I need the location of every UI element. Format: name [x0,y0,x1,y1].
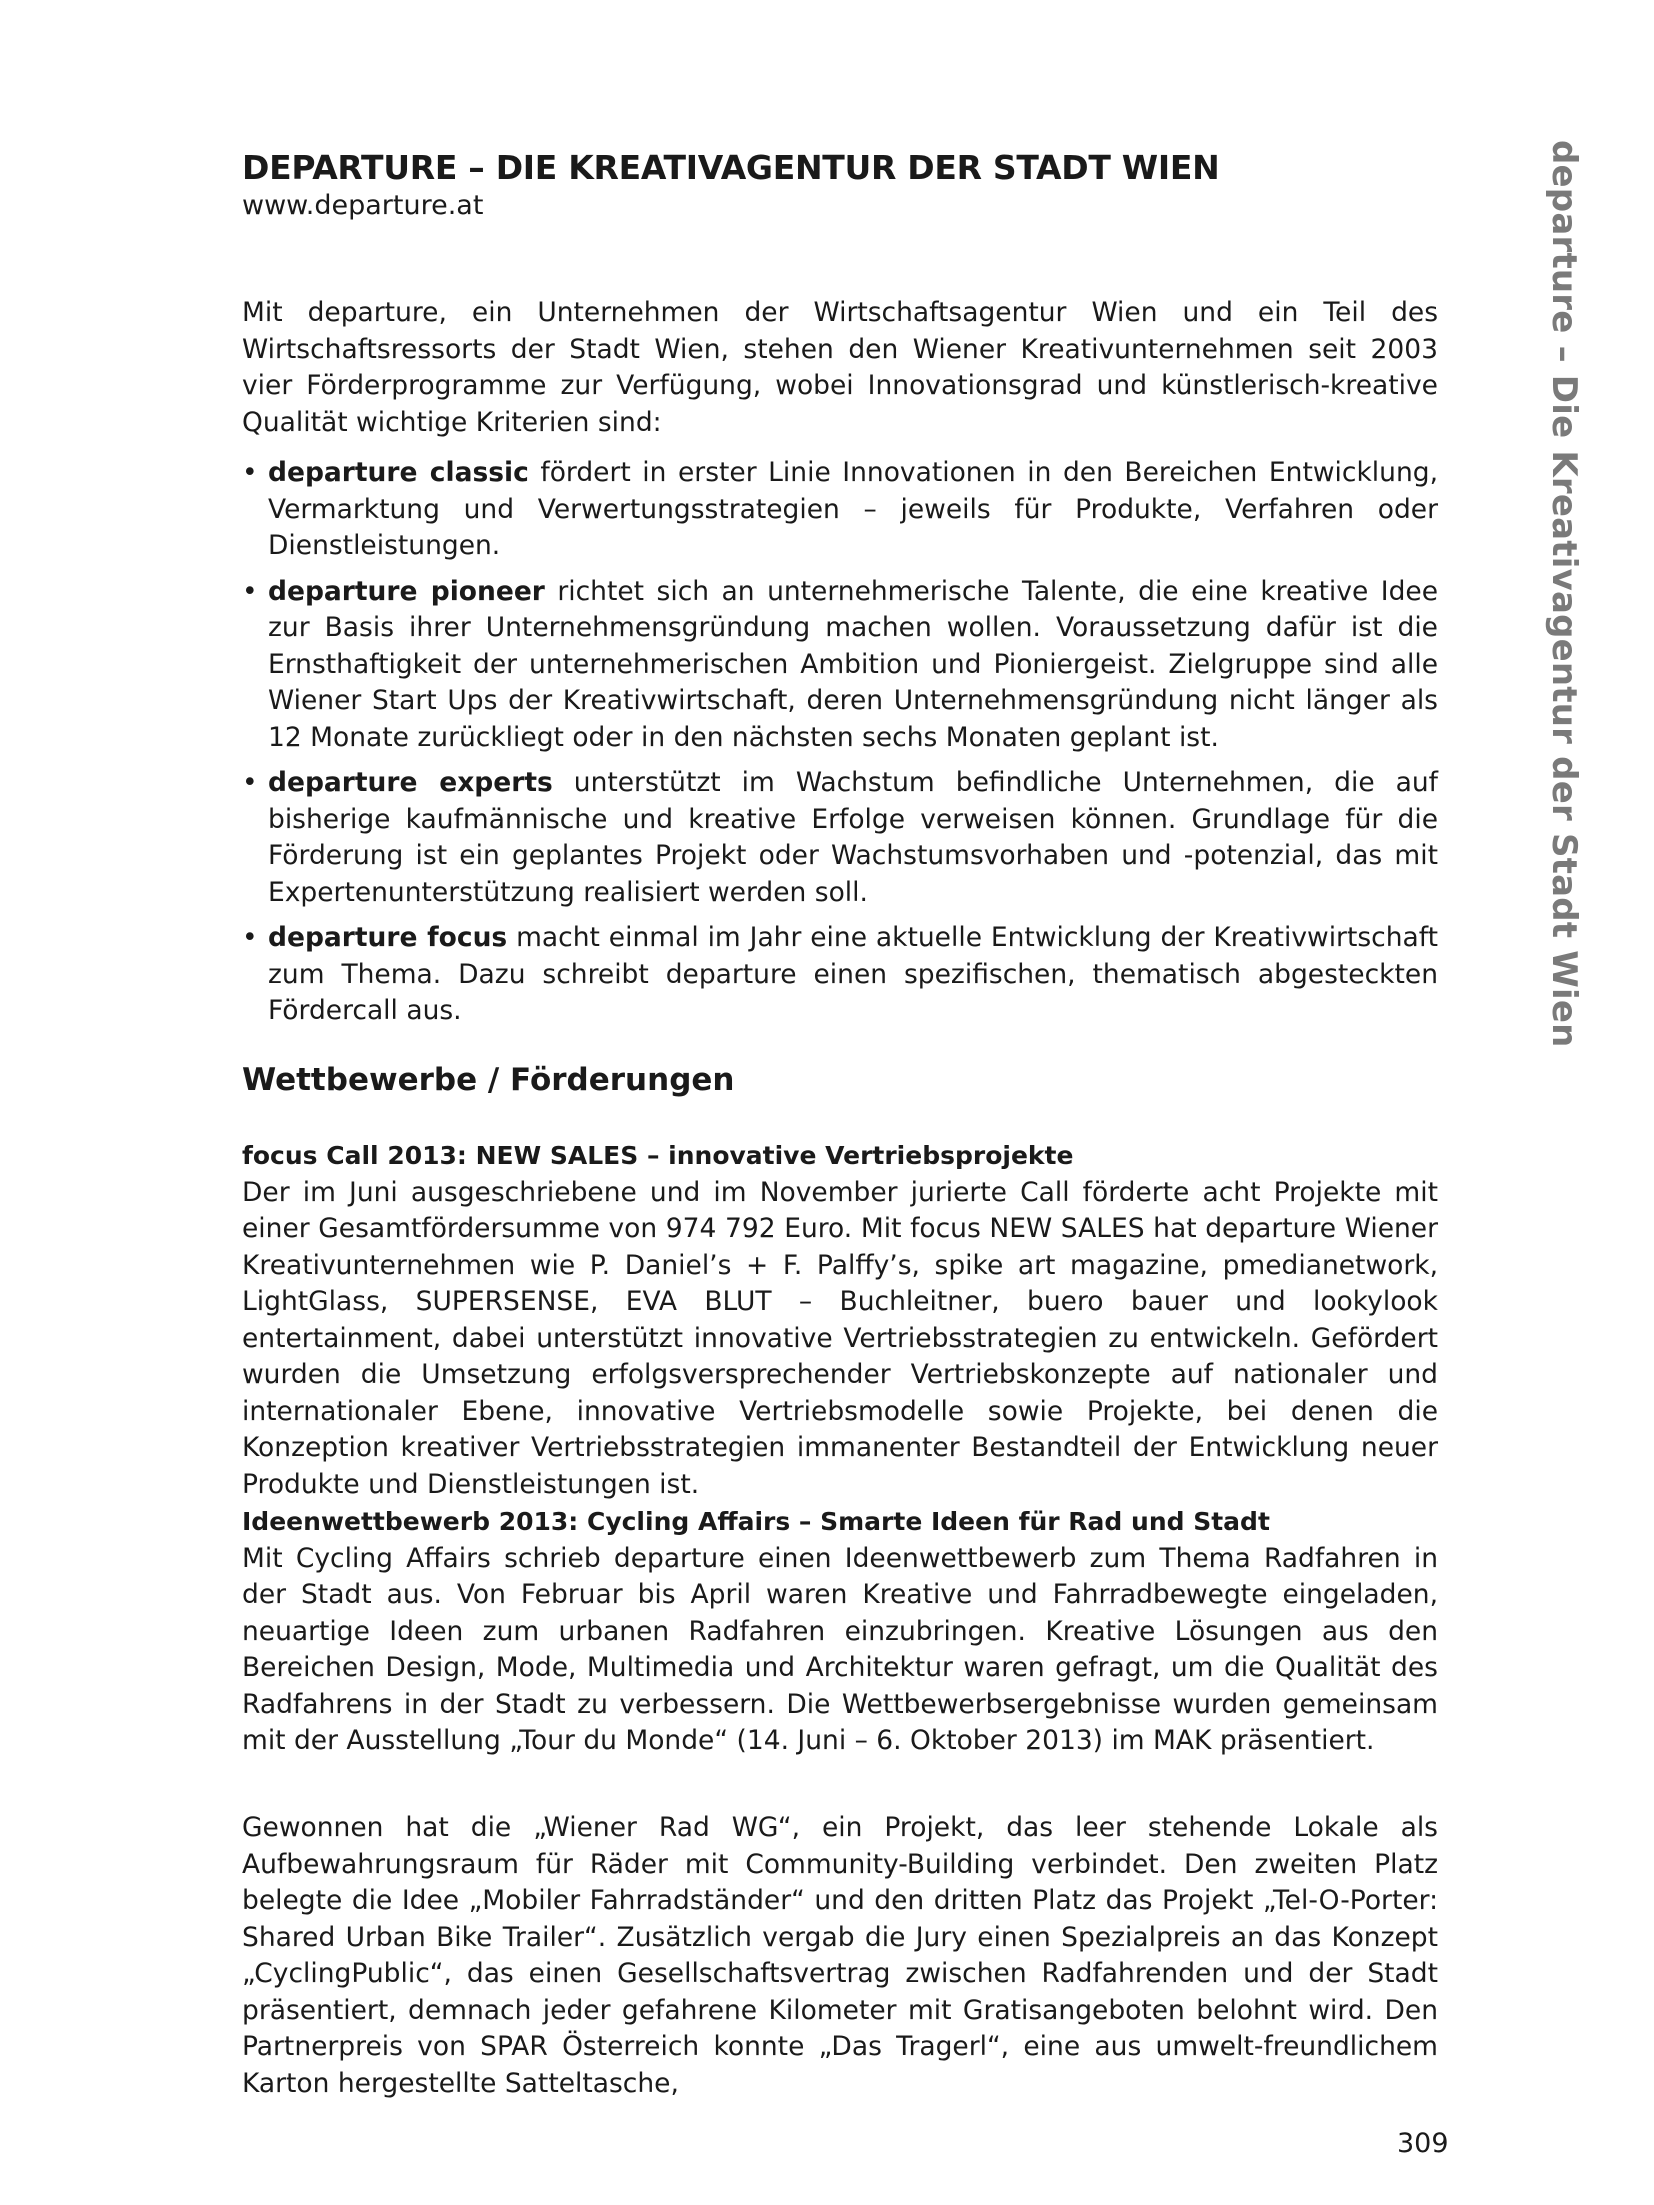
ideen-block [242,1504,1438,1760]
list-item [242,765,1438,911]
website-url: www.departure.at [242,190,484,221]
list-item [242,920,1438,1030]
program-text: macht einmal im Jahr eine aktuelle Entwicklung der Kreativwirtschaft zum Thema. Dazu schreibt departure einen spezifischen, thematisch abgesteckten Fördercall aus. [268,922,1439,1026]
page-number: 309 [1397,2128,1449,2159]
focus-call-text: Der im Juni ausgeschriebene und im November jurierte Call förderte acht Projekte mit einer Gesamtfördersumme von 974 792 Euro. Mit focus NEW SALES hat departure Wiener Kreativunternehmen wie P. Daniel’s + F. Palffy’s, spike art magazine, pmedianetwork, LightGlass, SUPERSENSE, EVA BLUT – Buchleitner, buero bauer und lookylook entertainment, dabei unterstützt innovative Vertriebsstrategien zu entwickeln. Gefördert wurden die Umsetzung erfolgsversprechender Vertriebskonzepte auf nationaler und internationaler Ebene, innovative Vertriebsmodelle sowie Projekte, bei denen die Konzeption kreativer Vertriebsstrategien immanenter Bestandteil der Entwicklung neuer Produkte und Dienstleistungen ist. [242,1176,1438,1500]
ideen-title: Ideenwettbewerb 2013: Cycling Affairs – Smarte Ideen für Rad und Stadt [242,1507,1270,1536]
intro-paragraph: Mit departure, ein Unternehmen der Wirtschaftsagentur Wien und ein Teil des Wirtschaftsressorts der Stadt Wien, stehen den Wiener Kreativunternehmen seit 2003 vier Förderprogramme zur Verfügung, wobei Innovationsgrad und künstlerisch-kreative Qualität wichtige Kriterien sind: [242,297,1438,438]
winners-text: Gewonnen hat die „Wiener Rad WG“, ein Projekt, das leer stehende Lokale als Aufbewahrungsraum für Räder mit Community-Building verbindet. Den zweiten Platz belegte die Idee „Mobiler Fahrradständer“ und den dritten Platz das Projekt „Tel-O-Porter: Shared Urban Bike Trailer“. Zusätzlich vergab die Jury einen Spezialpreis an das Konzept „CyclingPublic“, das einen Gesellschaftsvertrag zwischen Radfahrenden und der Stadt präsentiert, demnach jeder gefahrene Kilometer mit Gratisangeboten belohnt wird. Den Partnerpreis von SPAR Österreich konnte „Das Tragerl“, eine aus umwelt-freundlichem Karton hergestellte Satteltasche, [242,1812,1438,2099]
program-name: departure pioneer [268,575,545,607]
program-list [242,455,1438,1039]
list-item [242,574,1438,757]
program-text: unterstützt im Wachstum befindliche Unternehmen, die auf bisherige kaufmännische und kreative Erfolge verweisen können. Grundlage für die Förderung ist ein geplantes Projekt oder Wachstumsvorhaben und -potenzial, das mit Expertenunterstützung realisiert werden soll. [268,767,1438,908]
program-text: richtet sich an unternehmerische Talente, die eine kreative Idee zur Basis ihrer Unternehmensgründung machen wollen. Voraussetzung dafür ist die Ernsthaftigkeit der unternehmerischen Ambition und Pioniergeist. Zielgruppe sind alle Wiener Start Ups der Kreativwirtschaft, deren Unternehmensgründung nicht länger als 12 Monate zurückliegt oder in den nächsten sechs Monaten geplant ist. [268,575,1439,753]
ideen-text: Mit Cycling Affairs schrieb departure einen Ideenwettbewerb zum Thema Radfahren in der Stadt aus. Von Februar bis April waren Kreative und Fahrradbewegte eingeladen, neuartige Ideen zum urbanen Radfahren einzubringen. Kreative Lösungen aus den Bereichen Design, Mode, Multimedia und Architektur waren gefragt, um die Qualität des Radfahrens in der Stadt zu verbessern. Die Wettbewerbsergebnisse wurden gemeinsam mit der Ausstellung „Tour du Monde“ (14. Juni – 6. Oktober 2013) im MAK präsentiert. [242,1542,1438,1756]
page-title: DEPARTURE – DIE KREATIVAGENTUR DER STADT WIEN [242,148,1220,187]
bullet-icon: • [242,922,258,953]
program-text: fördert in erster Linie Innovationen in den Bereichen Entwicklung, Vermarktung und Verwertungsstrategien – jeweils für Produkte, Verfahren oder Dienstleistungen. [268,457,1438,561]
bullet-icon: • [242,575,258,607]
program-name: departure experts [268,767,553,798]
program-name: departure classic [268,457,529,488]
section-heading: Wettbewerbe / Förderungen [242,1062,735,1098]
focus-call-title: focus Call 2013: NEW SALES – innovative Vertriebsprojekte [242,1141,1074,1170]
program-name: departure focus [268,922,508,953]
focus-call-block [242,1138,1438,1503]
bullet-icon: • [242,767,258,798]
list-item [242,455,1438,565]
bullet-icon: • [242,457,258,488]
winners-block [242,1810,1438,2102]
running-header-vertical: departure – Die Kreativagentur der Stadt Wien [1544,140,1584,1048]
